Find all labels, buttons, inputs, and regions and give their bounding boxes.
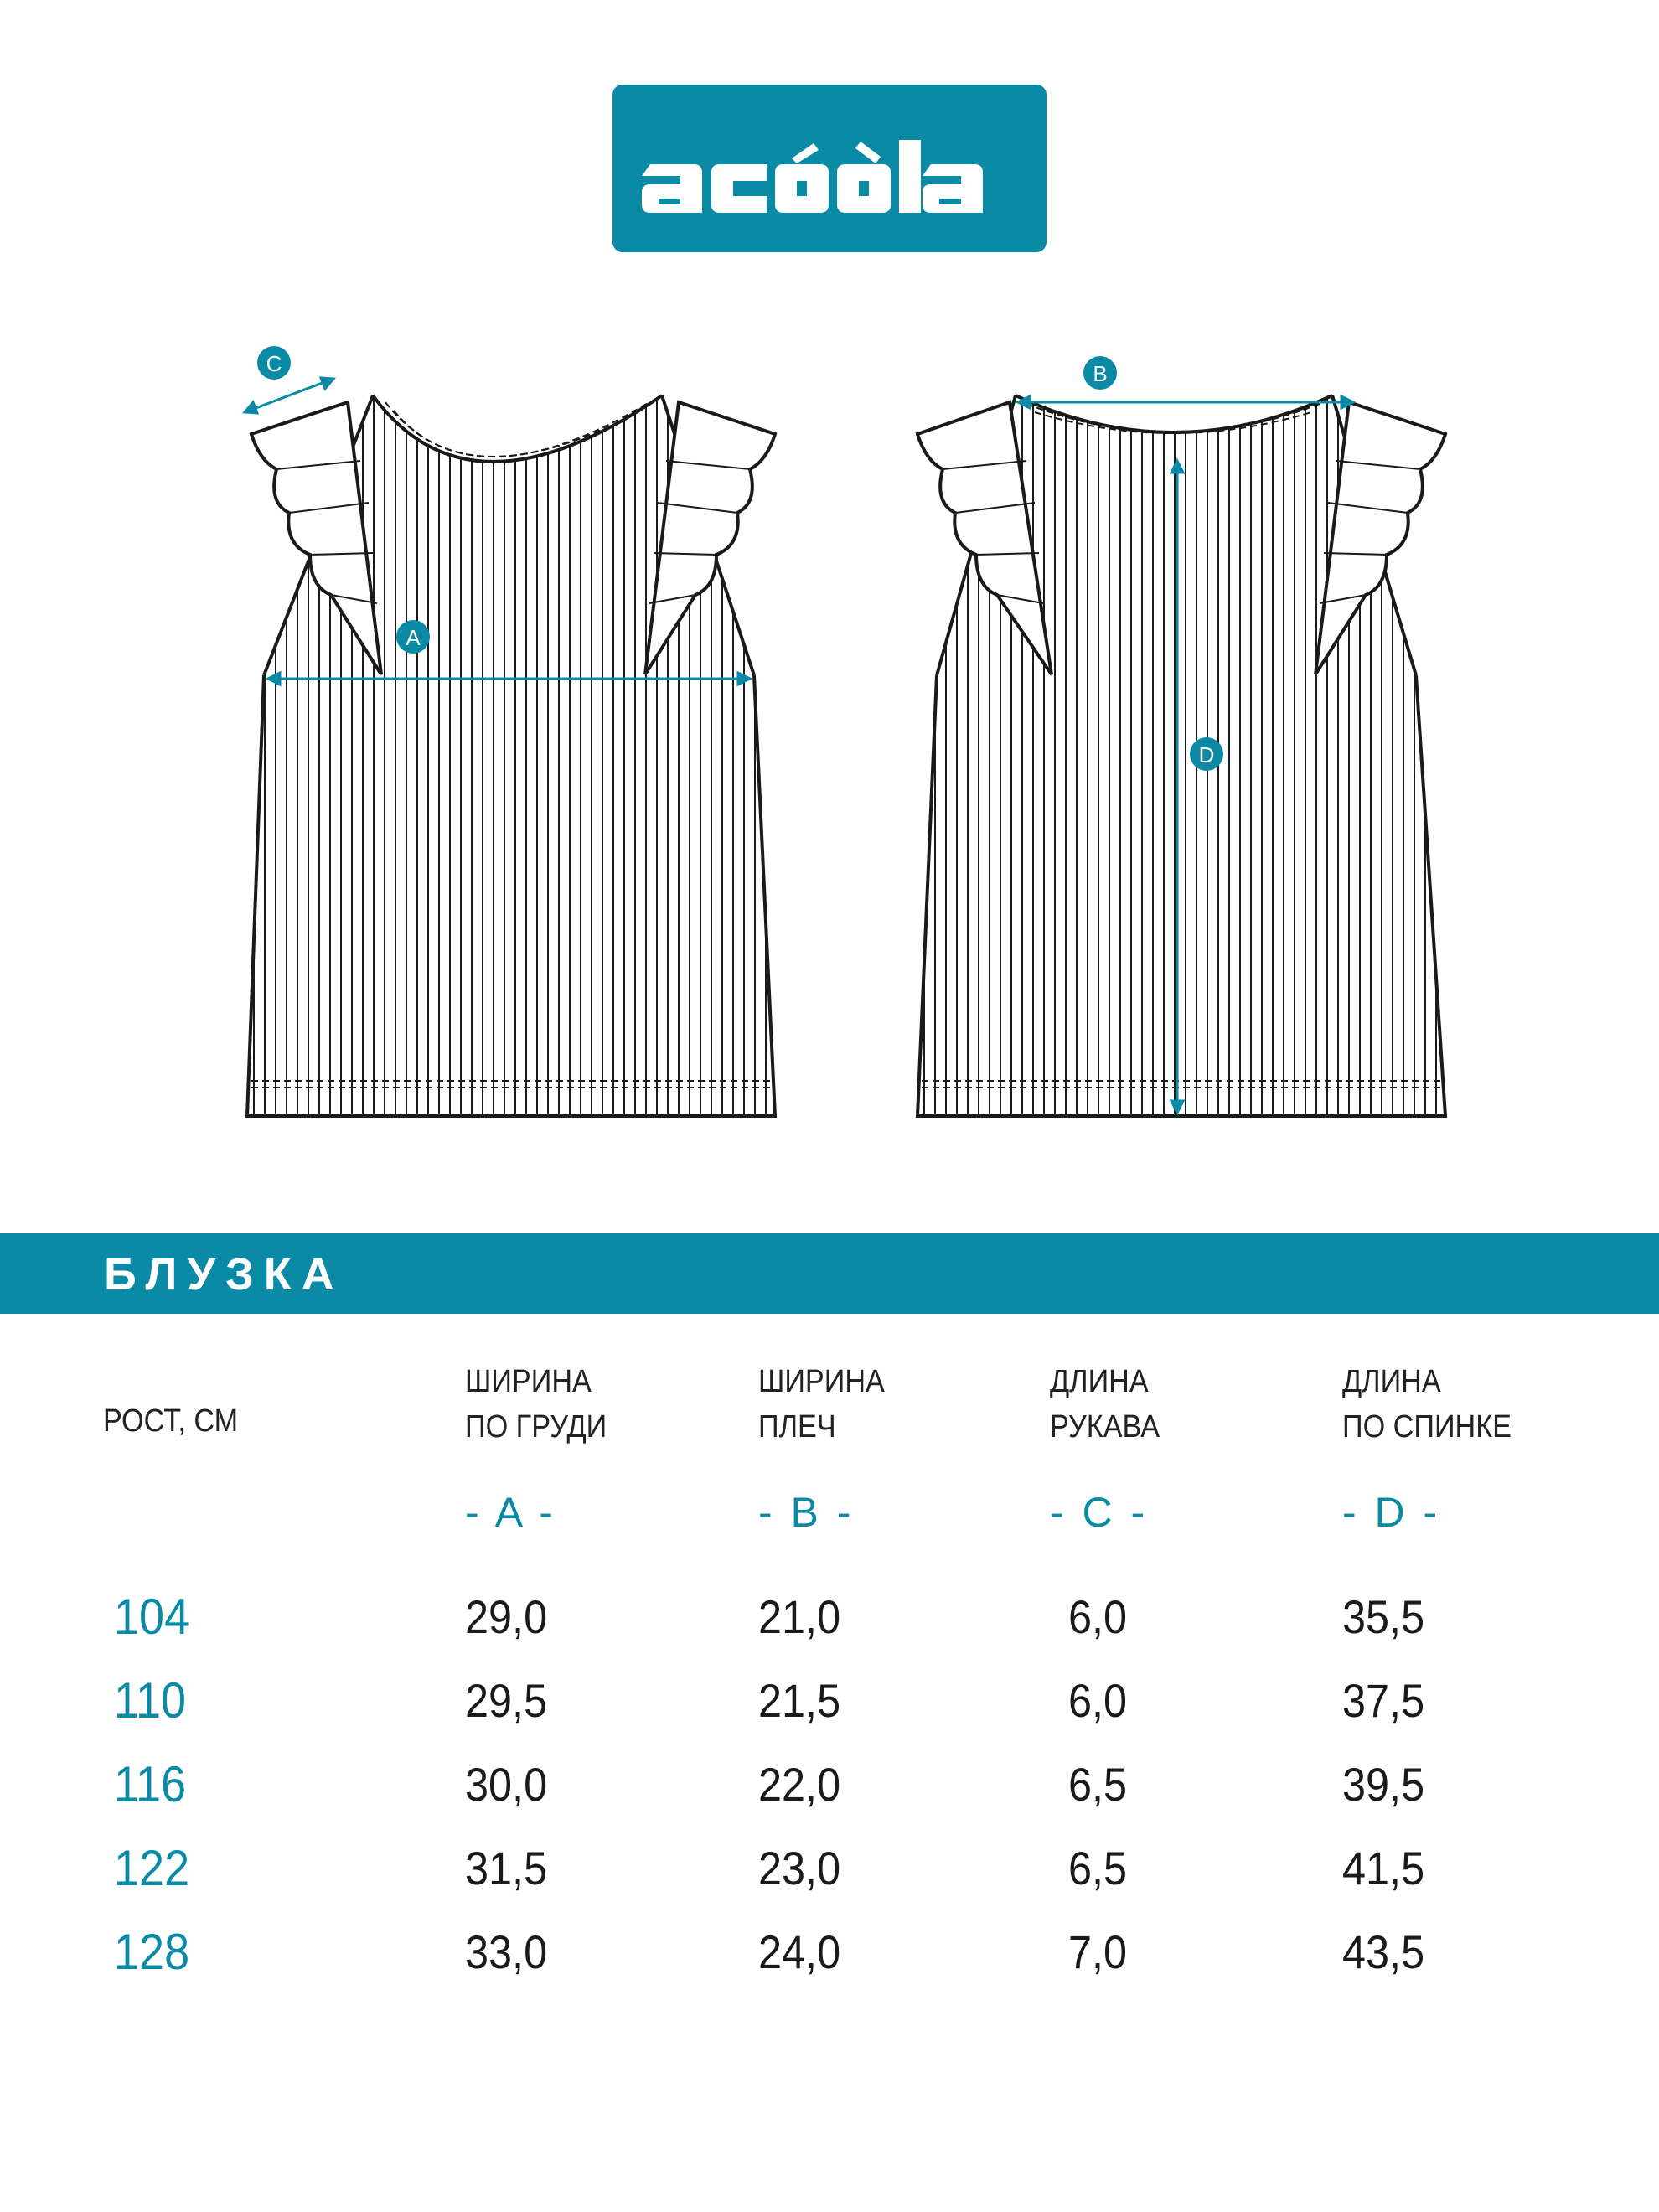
value-cell: 30,0 bbox=[465, 1758, 548, 1811]
value-cell: 22,0 bbox=[758, 1758, 841, 1811]
column-header-line: ШИРИНА bbox=[465, 1364, 592, 1399]
column-header-line: РУКАВА bbox=[1050, 1409, 1160, 1445]
value-cell: 29,5 bbox=[465, 1674, 548, 1727]
column-header-line: ПО СПИНКЕ bbox=[1342, 1409, 1512, 1445]
column-header-d bbox=[1342, 1359, 1512, 1450]
height-cell: 116 bbox=[114, 1756, 187, 1812]
value-cell: 21,5 bbox=[758, 1674, 841, 1727]
height-cell: 122 bbox=[114, 1840, 190, 1896]
column-letter-a: - A - bbox=[465, 1489, 556, 1536]
svg-text:D: D bbox=[1198, 742, 1215, 767]
value-cell: 24,0 bbox=[758, 1925, 841, 1978]
column-header-line: ДЛИНА bbox=[1050, 1364, 1149, 1399]
marker-a bbox=[396, 620, 430, 654]
sleeve-length-arrow bbox=[245, 379, 333, 412]
value-cell: 7,0 bbox=[1068, 1925, 1128, 1978]
height-cell: 128 bbox=[114, 1924, 190, 1980]
column-header-a bbox=[465, 1359, 607, 1450]
value-cell: 21,0 bbox=[758, 1590, 841, 1643]
value-cell: 6,5 bbox=[1068, 1758, 1128, 1811]
value-cell: 37,5 bbox=[1342, 1674, 1425, 1727]
column-letter-b: - B - bbox=[758, 1489, 855, 1536]
svg-text:B: B bbox=[1093, 361, 1108, 386]
column-header-line: ПЛЕЧ bbox=[758, 1409, 836, 1445]
value-cell: 6,0 bbox=[1068, 1674, 1128, 1727]
garment-diagram bbox=[0, 335, 1659, 1140]
brand-logo bbox=[612, 85, 1047, 252]
back-view bbox=[913, 385, 1447, 1119]
value-cell: 43,5 bbox=[1342, 1925, 1425, 1978]
column-letter-d: - D - bbox=[1342, 1489, 1441, 1536]
height-cell: 104 bbox=[114, 1589, 190, 1645]
front-view bbox=[243, 385, 777, 1119]
marker-c bbox=[257, 346, 291, 380]
value-cell: 23,0 bbox=[758, 1842, 841, 1894]
marker-b bbox=[1083, 356, 1117, 390]
value-cell: 29,0 bbox=[465, 1590, 548, 1643]
marker-d bbox=[1190, 737, 1223, 771]
value-cell: 6,5 bbox=[1068, 1842, 1128, 1894]
height-header: РОСТ, СМ bbox=[103, 1403, 239, 1439]
column-header-line: ПО ГРУДИ bbox=[465, 1409, 607, 1445]
value-cell: 33,0 bbox=[465, 1925, 548, 1978]
value-cell: 41,5 bbox=[1342, 1842, 1425, 1894]
column-header-line: ДЛИНА bbox=[1342, 1364, 1441, 1399]
value-cell: 6,0 bbox=[1068, 1590, 1128, 1643]
svg-text:A: A bbox=[406, 625, 421, 650]
value-cell: 35,5 bbox=[1342, 1590, 1425, 1643]
column-header-c bbox=[1050, 1359, 1160, 1450]
svg-text:C: C bbox=[266, 351, 282, 376]
acoola-logo-icon bbox=[612, 85, 1047, 252]
column-header-line: ШИРИНА bbox=[758, 1364, 885, 1399]
height-cell: 110 bbox=[114, 1672, 187, 1729]
value-cell: 39,5 bbox=[1342, 1758, 1425, 1811]
product-title: БЛУЗКА bbox=[104, 1249, 344, 1300]
product-title-bar bbox=[0, 1233, 1659, 1314]
value-cell: 31,5 bbox=[465, 1842, 548, 1894]
column-header-b bbox=[758, 1359, 885, 1450]
column-letter-c: - C - bbox=[1050, 1489, 1149, 1536]
